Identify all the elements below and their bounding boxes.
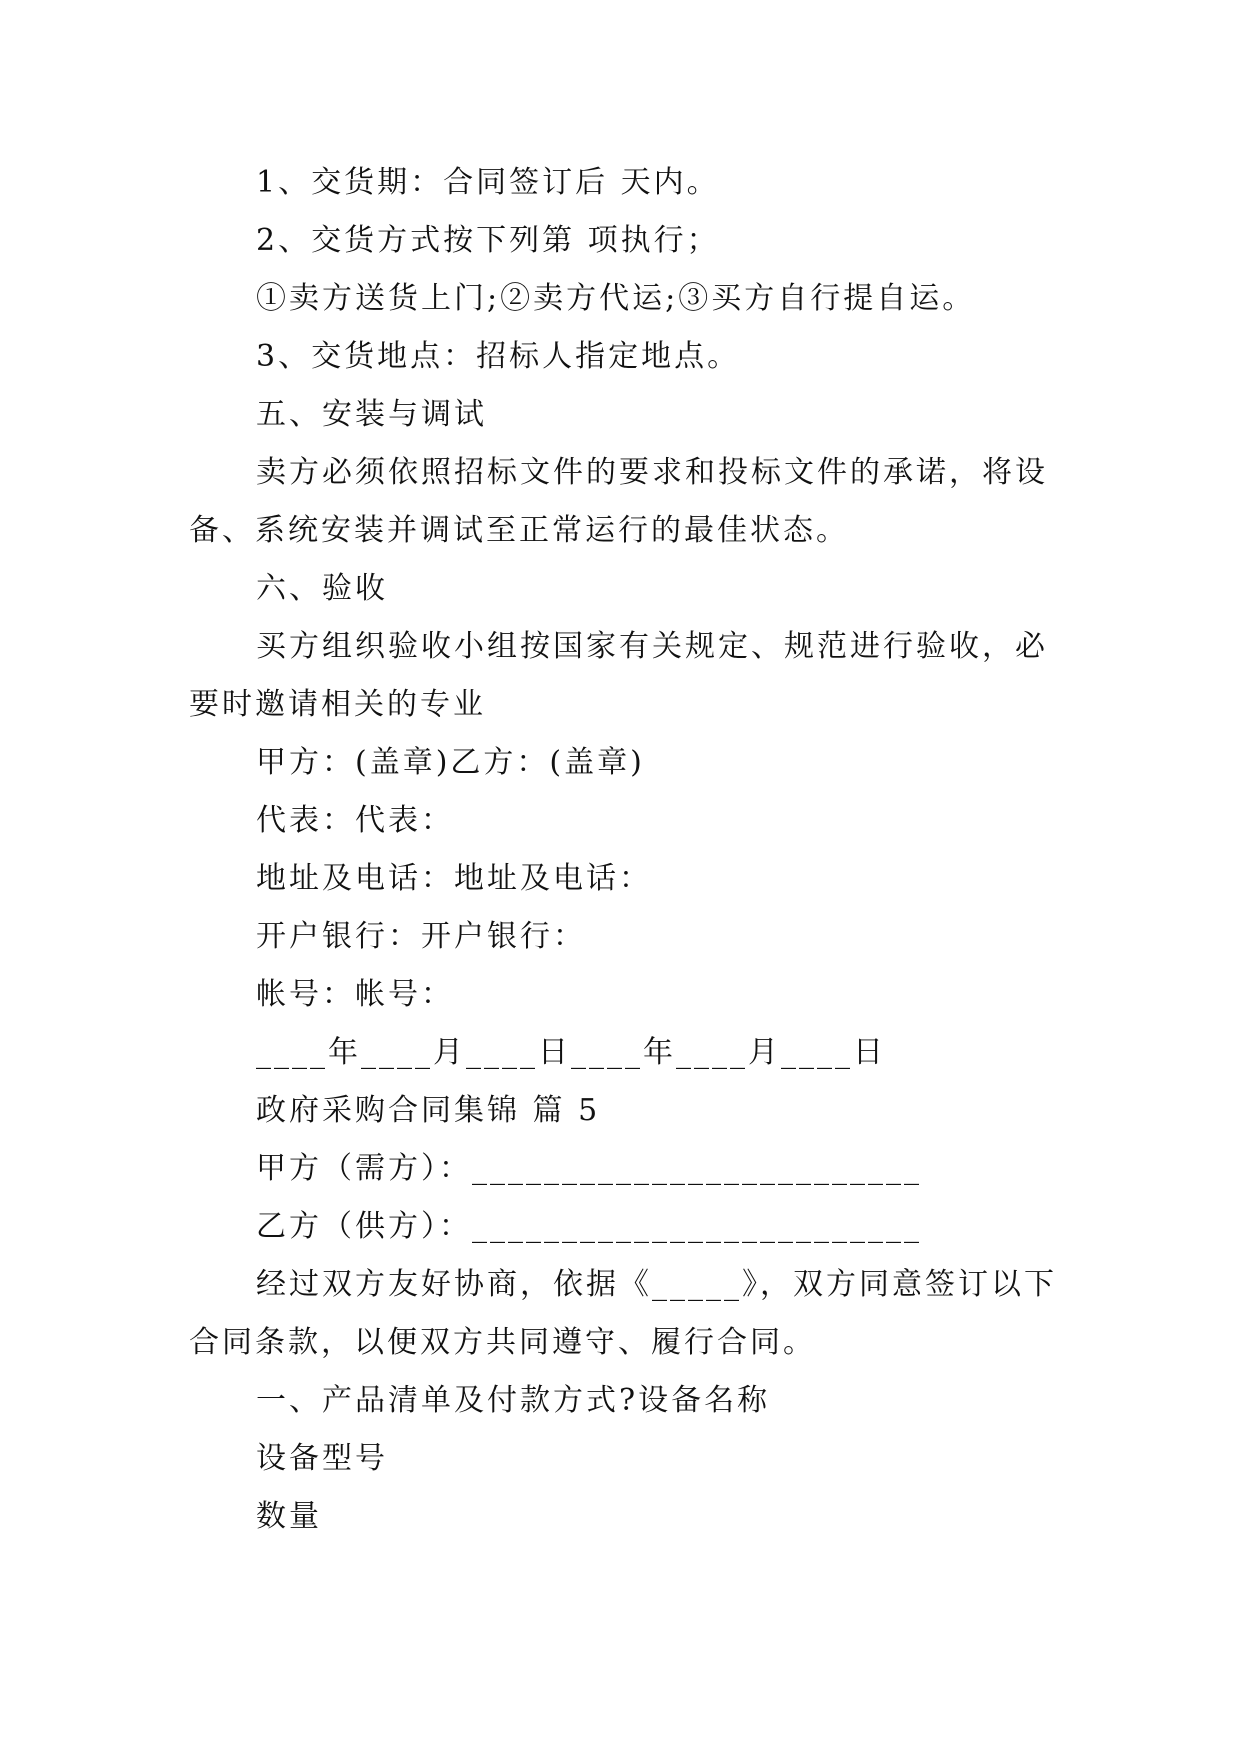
section-five-heading: 五、安装与调试 (256, 397, 487, 432)
acceptance-paragraph-line-1: 买方组织验收小组按国家有关规定、规范进行验收，必 (256, 629, 1048, 664)
quantity-label: 数量 (256, 1499, 322, 1534)
agreement-paragraph-line-2: 合同条款，以便双方共同遵守、履行合同。 (189, 1325, 816, 1360)
party-b-line: 乙方（供方）：_________________________ (256, 1209, 922, 1244)
date-line: ____年____月____日____年____月____日 (256, 1035, 886, 1070)
section-six-heading: 六、验收 (256, 571, 388, 606)
delivery-method-line: 2、交货方式按下列第 项执行； (256, 223, 720, 258)
installation-paragraph-line-2: 备、系统安装并调试至正常运行的最佳状态。 (189, 513, 849, 548)
account-line: 帐号：帐号： (256, 977, 454, 1012)
product-list-heading: 一、产品清单及付款方式?设备名称 (256, 1383, 771, 1418)
agreement-paragraph-line-1: 经过双方友好协商，依据《_____》，双方同意签订以下 (256, 1267, 1057, 1302)
delivery-options-line: ①卖方送货上门;②卖方代运;③买方自行提自运。 (256, 281, 976, 316)
section-title: 政府采购合同集锦 篇 5 (256, 1093, 601, 1128)
party-a-line: 甲方（需方）：_________________________ (256, 1151, 922, 1186)
delivery-period-line: 1、交货期：合同签订后 天内。 (256, 165, 720, 200)
acceptance-paragraph-line-2: 要时邀请相关的专业 (189, 687, 486, 722)
bank-line: 开户银行：开户银行： (256, 919, 586, 954)
installation-paragraph-line-1: 卖方必须依照招标文件的要求和投标文件的承诺，将设 (256, 455, 1048, 490)
delivery-location-line: 3、交货地点：招标人指定地点。 (256, 339, 741, 374)
equipment-model-label: 设备型号 (256, 1441, 388, 1476)
party-seal-line: 甲方：(盖章)乙方：(盖章) (256, 745, 645, 780)
address-phone-line: 地址及电话：地址及电话： (256, 861, 652, 896)
representative-line: 代表：代表： (256, 803, 454, 838)
